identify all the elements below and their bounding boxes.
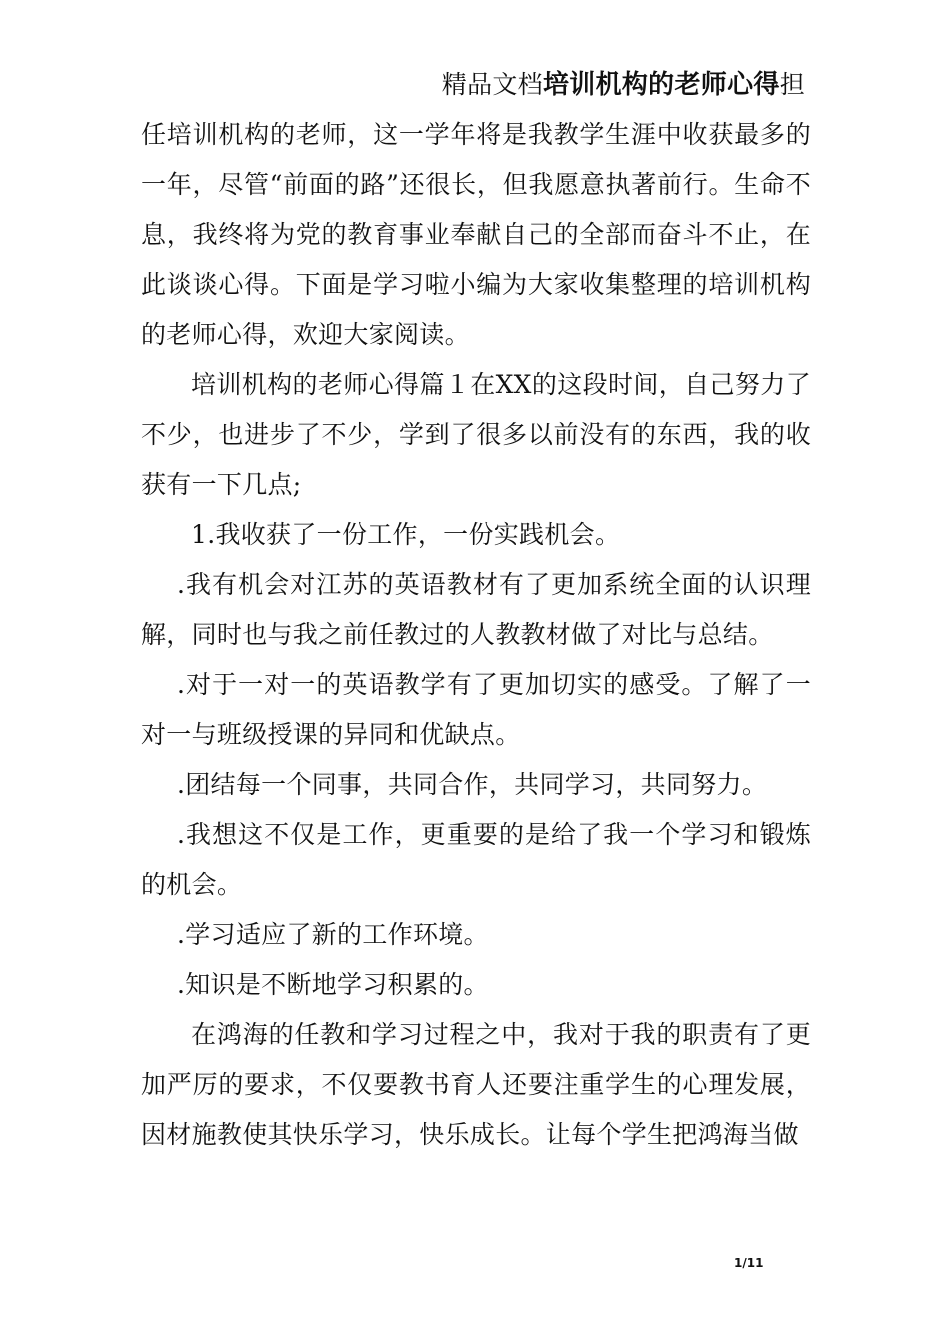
closing-paragraph: 在鸿海的任教和学习过程之中，我对于我的职责有了更加严厉的要求，不仅要教书育人还要注重学生的心理发展，因材施教使其快乐学习，快乐成长。让每个学生把鸿海当做 (141, 1020, 811, 1149)
list-item-7: .知识是不断地学习积累的。 (177, 970, 489, 999)
header-trail: 担 (779, 70, 805, 99)
list-item-6: .学习适应了新的工作环境。 (177, 920, 489, 949)
document-body (141, 60, 811, 1160)
section-one-paragraph: 培训机构的老师心得篇１在XX的这段时间，自己努力了不少，也进步了不少，学到了很多以前没有的东西，我的收获有一下几点; (141, 370, 811, 499)
page-number: 1/11 (734, 1256, 764, 1270)
list-item-4: .团结每一个同事，共同合作，共同学习，共同努力。 (177, 770, 768, 799)
intro-paragraph: 任培训机构的老师，这一学年将是我教学生涯中收获最多的一年，尽管“前面的路”还很长，但我愿意执著前行。生命不息，我终将为党的教育事业奉献自己的全部而奋斗不止，在此谈谈心得。下面是学习啦小编为大家收集整理的培训机构的老师心得，欢迎大家阅读。 (141, 120, 811, 349)
header-line (141, 60, 811, 110)
list-item-5: .我想这不仅是工作，更重要的是给了我一个学习和锻炼的机会。 (141, 820, 811, 899)
header-lead: 精品文档 (441, 70, 543, 99)
list-item-3: .对于一对一的英语教学有了更加切实的感受。了解了一对一与班级授课的异同和优缺点。 (141, 670, 811, 749)
list-item-1: 1.我收获了一份工作，一份实践机会。 (191, 520, 621, 549)
list-item-2: .我有机会对江苏的英语教材有了更加系统全面的认识理解，同时也与我之前任教过的人教教材做了对比与总结。 (141, 570, 811, 649)
document-title: 培训机构的老师心得 (542, 70, 780, 100)
